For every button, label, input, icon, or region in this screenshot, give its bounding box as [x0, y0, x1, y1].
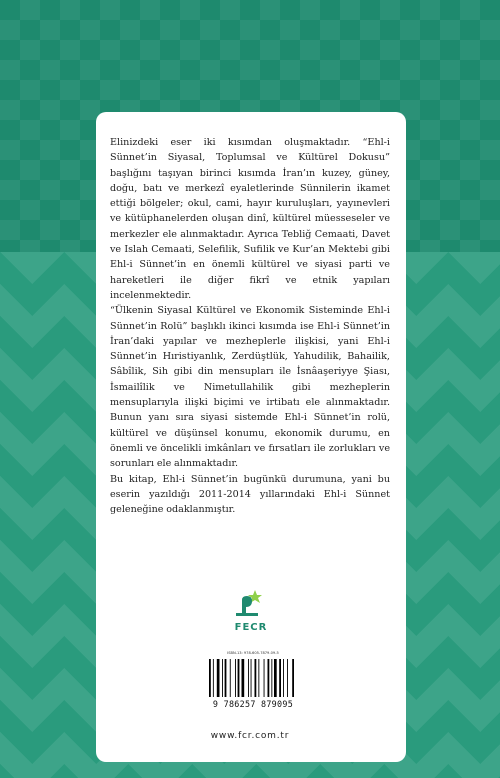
back-cover-blurb: Elinizdeki eser iki kısımdan oluşmaktadır. “Ehl-i Sünnet’in Siyasal, Toplumsal ve Kültürel Dokusu” başlığını taşıyan birinci kısımda İran’ın kuzey, güney, doğu, batı ve merkezî eyaletlerinde Sünnilerin ikamet ettiği bölgeler; okul, cami, hayır kuruluşları, yayınevleri ve kütüphanelerden oluşan dinî, kültürel müesseseler ve merkezler ele alınmaktadır. Ayrıca Tebliğ Cemaati, Davet ve Islah Cemaati, Selefilik, Sufilik ve Kur’an Mektebi gibi Ehl-i Sünnet’in en önemli kültürel ve siyasi parti ve hareketleri ile diğer fikrî ve etnik yapıları incelenmektedir. “Ülkenin Siyasal Kültürel ve Ekonomik Sisteminde Ehl-i Sünnet’in Rolü” başlıklı ikinci kısımda ise Ehl-i Sünnet’in İran’daki yapılar ve mezheplerle ilişkisi, yani Ehl-i Sünnet’in Hıristiyanlık, Zerdüştlük, Yahudilik, Bahailik, Sâbîlik, Sih gibi din mensupları ile İsnâaşeriyye Şiası, İsmailîlik ve Nimetullahilik gibi mezheplerin mensuplarıyla ilişki biçimi ve irtibatı ele alınmaktadır. Bunun yanı sıra siyasi sistemde Ehl-i Sünnet’in rolü, kültürel ve düşünsel konumu, ekonomik durumu, en önemli ve öncelikli imkânları ve fırsatları ile zorlukları ve sorunları ele alınmaktadır. Bu kitap, Ehl-i Sünnet’in bugünkü durumuna, yani bu eserin yazıldığı 2011-2014 yıllarındaki Ehl-i Sünnet geleneğine odaklanmıştır.	[110, 137, 390, 516]
isbn-barcode	[203, 651, 303, 713]
barcode-digits: 9 786257 879095	[212, 699, 294, 709]
publisher-name: FECR	[234, 622, 268, 633]
barcode-icon	[207, 659, 299, 699]
publisher-logo	[222, 586, 280, 636]
isbn-label: ISBN-13: 978-605-7879-09-5	[227, 651, 279, 655]
fecr-logo-icon	[222, 586, 280, 622]
publisher-website: www.fcr.com.tr	[210, 731, 290, 741]
